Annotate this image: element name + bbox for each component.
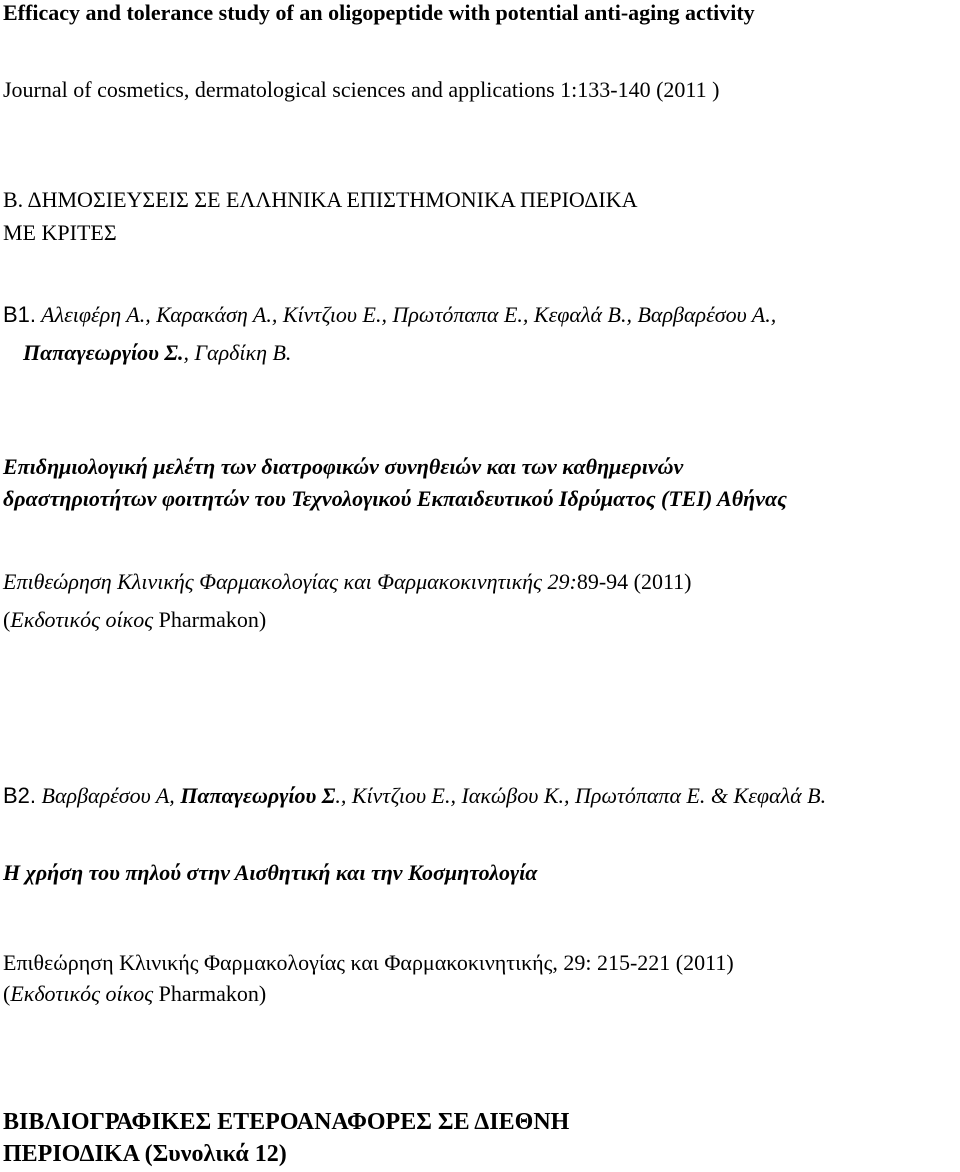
b1-publisher [3, 607, 266, 633]
b2-publisher-name: Pharmakon) [153, 981, 267, 1006]
b2-authors [3, 783, 826, 809]
section-b-heading-line2: ΜΕ ΚΡΙΤΕΣ [3, 220, 117, 245]
b2-publisher [3, 981, 266, 1007]
b2-number: Β2. [3, 783, 37, 808]
b1-author-highlight: Παπαγεωργίου Σ. [23, 340, 184, 365]
b2-publisher-label: Εκδοτικός οίκος [10, 981, 154, 1006]
a-item-title: Efficacy and tolerance study of an oligopeptide with potential anti-aging activity [3, 0, 755, 25]
b2-title: Η χρήση του πηλού στην Αισθητική και την Κοσμητολογία [3, 860, 538, 885]
section-c-heading-line1: ΒΙΒΛΙΟΓΡΑΦΙΚΕΣ ΕΤΕΡΟΑΝΑΦΟΡΕΣ ΣΕ ΔΙΕΘΝΗ [3, 1109, 570, 1135]
section-b-heading-line1: Β. ΔΗΜΟΣΙΕΥΣΕΙΣ ΣΕ ΕΛΛΗΝΙΚΑ ΕΠΙΣΤΗΜΟΝΙΚΑ ΠΕΡΙΟΔΙΚΑ [3, 187, 638, 212]
b2-authors-a: Βαρβαρέσου Α, [36, 783, 181, 808]
b1-authors-text: Αλειφέρη Α., Καρακάση Α., Κίντζιου Ε., Πρωτόπαπα Ε., Κεφαλά Β., Βαρβαρέσου Α., [36, 302, 777, 327]
b1-number: Β1. [3, 302, 37, 327]
b1-publisher-name: Pharmakon) [153, 607, 267, 632]
b1-journal-pages: 89-94 (2011) [576, 569, 692, 594]
b2-authors-b: ., Κίντζιου Ε., Ιακώβου Κ., Πρωτόπαπα Ε. & Κεφαλά Β. [335, 783, 827, 808]
b1-journal-name: Επιθεώρηση Κλινικής Φαρμακολογίας και Φαρμακοκινητικής 29: [3, 569, 577, 594]
b1-title-line2: δραστηριοτήτων φοιτητών του Τεχνολογικού Εκπαιδευτικού Ιδρύματος (ΤΕΙ) Αθήνας [3, 486, 787, 511]
b1-journal [3, 569, 691, 595]
b2-author-highlight: Παπαγεωργίου Σ [180, 783, 336, 808]
b1-publisher-paren: ( [3, 607, 11, 632]
b1-authors-line1 [3, 302, 776, 328]
b2-publisher-paren: ( [3, 981, 11, 1006]
b1-title-line1: Επιδημιολογική μελέτη των διατροφικών συνηθειών και των καθημερινών [3, 454, 684, 479]
a-item-journal: Journal of cosmetics, dermatological sciences and applications 1:133-140 (2011 ) [3, 77, 720, 102]
b1-authors-rest: , Γαρδίκη Β. [183, 340, 292, 365]
b1-publisher-label: Εκδοτικός οίκος [10, 607, 154, 632]
section-c-heading-line2: ΠΕΡΙΟΔΙΚΑ (Συνολικά 12) [3, 1141, 287, 1167]
b1-authors-line2 [23, 340, 291, 366]
b2-journal: Επιθεώρηση Κλινικής Φαρμακολογίας και Φαρμακοκινητικής, 29: 215-221 (2011) [3, 950, 734, 975]
